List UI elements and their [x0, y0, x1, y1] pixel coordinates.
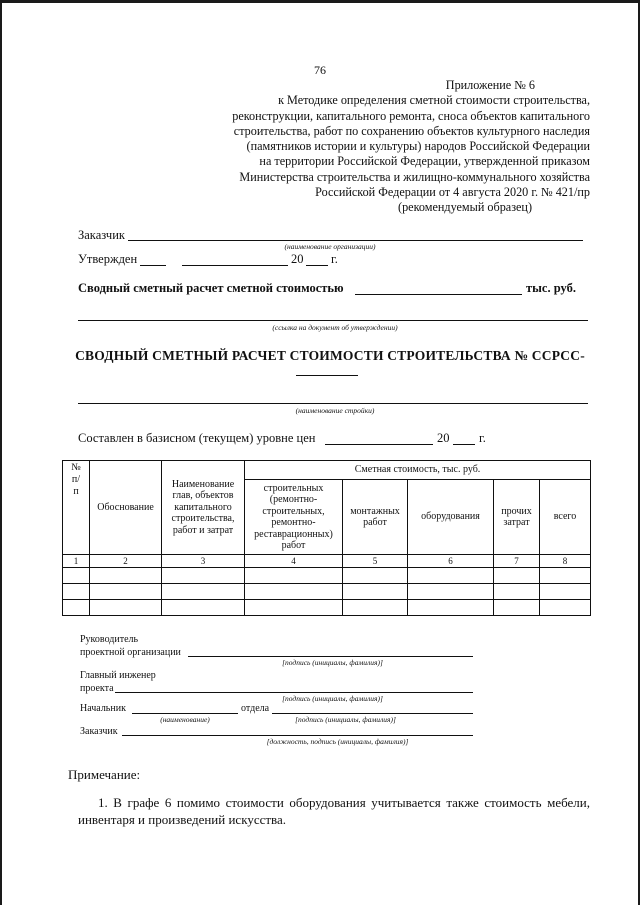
col-number: 7 [494, 555, 540, 568]
table-cell[interactable] [494, 568, 540, 584]
col-number: 3 [162, 555, 245, 568]
column-numbers-row [63, 555, 591, 568]
table-cell[interactable] [63, 568, 90, 584]
estimate-number-field[interactable] [296, 375, 358, 376]
sig-head-hint: [подпись (инициалы, фамилия)] [282, 658, 383, 667]
col-number: 1 [63, 555, 90, 568]
col-header-construction: строительных (ремонтно-строительных, ремонтно-реставрационных) работ [245, 480, 343, 555]
table-cell[interactable] [245, 568, 343, 584]
appendix-line: Российской Федерации от 4 августа 2020 г. № 421/пр [315, 185, 590, 200]
sig-dept-word: отдела [241, 703, 270, 714]
col-number: 2 [90, 555, 162, 568]
appendix-line: к Методике определения сметной стоимости строительства, [278, 93, 590, 108]
table-cell[interactable] [494, 600, 540, 616]
sig-chief-label-1: Главный инженер [80, 670, 156, 681]
col-number: 8 [540, 555, 591, 568]
appendix-line: на территории Российской Федерации, утвержденной приказом [259, 154, 590, 169]
table-cell[interactable] [162, 568, 245, 584]
table-cell[interactable] [90, 584, 162, 600]
sig-chief-hint: [подпись (инициалы, фамилия)] [282, 694, 383, 703]
customer-hint: (наименование организации) [284, 242, 376, 251]
page-number: 76 [314, 63, 326, 77]
col-number: 5 [343, 555, 408, 568]
appendix-line: Министерства строительства и жилищно-коммунального хозяйства [239, 169, 590, 184]
table-cell[interactable] [408, 600, 494, 616]
table-cell[interactable] [343, 600, 408, 616]
summary-cost-label: Сводный сметный расчет сметной стоимостью [78, 281, 344, 295]
appendix-note: (рекомендуемый образец) [398, 200, 532, 215]
col-number: 4 [245, 555, 343, 568]
scan-edge-left [0, 0, 2, 905]
approved-month-field[interactable] [182, 265, 288, 266]
summary-cost-field[interactable] [355, 294, 522, 295]
col-header-name: Наименование глав, объектов капитального строительства, работ и затрат [162, 461, 245, 555]
appendix-title: Приложение № 6 [445, 78, 535, 92]
table-cell[interactable] [408, 584, 494, 600]
scan-edge-top [0, 0, 640, 3]
table-cell[interactable] [540, 584, 591, 600]
estimate-table [62, 460, 591, 616]
col-header-equipment: оборудования [408, 480, 494, 555]
sig-chief-label-2: проекта [80, 683, 114, 694]
col-header-total: всего [540, 480, 591, 555]
price-level-label: Составлен в базисном (текущем) уровне цен [78, 431, 316, 445]
table-cell[interactable] [245, 600, 343, 616]
col-header-no: № п/ п [63, 461, 90, 555]
col-header-group: Сметная стоимость, тыс. руб. [245, 461, 591, 480]
table-row [63, 568, 591, 584]
sig-head-label-2: проектной организации [80, 647, 181, 658]
sig-head-field[interactable] [188, 656, 473, 657]
col-number: 6 [408, 555, 494, 568]
sig-customer-field[interactable] [122, 735, 473, 736]
approval-doc-hint: (ссылка на документ об утверждении) [272, 323, 398, 332]
table-cell[interactable] [343, 568, 408, 584]
main-title: СВОДНЫЙ СМЕТНЫЙ РАСЧЕТ СТОИМОСТИ СТРОИТЕЛЬСТВА № ССРСС- [75, 348, 585, 363]
sig-dept-name-field[interactable] [132, 713, 238, 714]
price-level-year-prefix: 20 [437, 431, 450, 445]
price-level-date-field[interactable] [325, 444, 433, 445]
table-cell[interactable] [245, 584, 343, 600]
sig-chief-field[interactable] [115, 692, 473, 693]
price-level-year-field[interactable] [453, 444, 475, 445]
approved-year-field[interactable] [306, 265, 328, 266]
sig-head-label-1: Руководитель [80, 634, 139, 645]
price-level-year-suffix: г. [479, 431, 486, 445]
approved-year-prefix: 20 [291, 252, 304, 266]
table-cell[interactable] [90, 600, 162, 616]
customer-field[interactable] [128, 240, 583, 241]
customer-label: Заказчик [78, 228, 125, 242]
col-header-other: прочих затрат [494, 480, 540, 555]
table-cell[interactable] [162, 600, 245, 616]
table-cell[interactable] [408, 568, 494, 584]
table-cell[interactable] [63, 584, 90, 600]
appendix-line: строительства, работ по сохранению объектов культурного наследия [233, 123, 590, 138]
sig-dept-sign-field[interactable] [272, 713, 473, 714]
col-header-installation: монтажных работ [343, 480, 408, 555]
approved-year-suffix: г. [331, 252, 338, 266]
sig-customer-label: Заказчик [80, 726, 118, 737]
appendix-line: реконструкции, капитального ремонта, сноса объектов капитального [232, 108, 590, 123]
note-text: 1. В графе 6 помимо стоимости оборудования учитывается также стоимость мебели, инвентаря и произведений искусства. [78, 795, 590, 827]
table-row [63, 584, 591, 600]
col-header-basis: Обоснование [90, 461, 162, 555]
appendix-line: (памятников истории и культуры) народов Российской Федерации [246, 139, 590, 154]
table-cell[interactable] [540, 600, 591, 616]
appendix-header [195, 78, 590, 216]
table-cell[interactable] [162, 584, 245, 600]
approved-day-field[interactable] [140, 265, 166, 266]
table-cell[interactable] [343, 584, 408, 600]
summary-cost-unit: тыс. руб. [526, 281, 576, 295]
table-cell[interactable] [540, 568, 591, 584]
approval-doc-field[interactable] [78, 320, 588, 321]
table-cell[interactable] [494, 584, 540, 600]
table-row [63, 600, 591, 616]
sig-customer-hint: [должность, подпись (инициалы, фамилия)] [266, 737, 409, 746]
table-cell[interactable] [63, 600, 90, 616]
sig-dept-label: Начальник [80, 703, 126, 714]
approved-label: Утвержден [78, 252, 138, 266]
table-cell[interactable] [90, 568, 162, 584]
note-title: Примечание: [68, 767, 141, 782]
construction-hint: (наименование стройки) [295, 406, 375, 415]
sig-dept-sign-hint: [подпись (инициалы, фамилия)] [295, 715, 396, 724]
sig-dept-name-hint: (наименование) [160, 715, 210, 724]
construction-name-field[interactable] [78, 403, 588, 404]
